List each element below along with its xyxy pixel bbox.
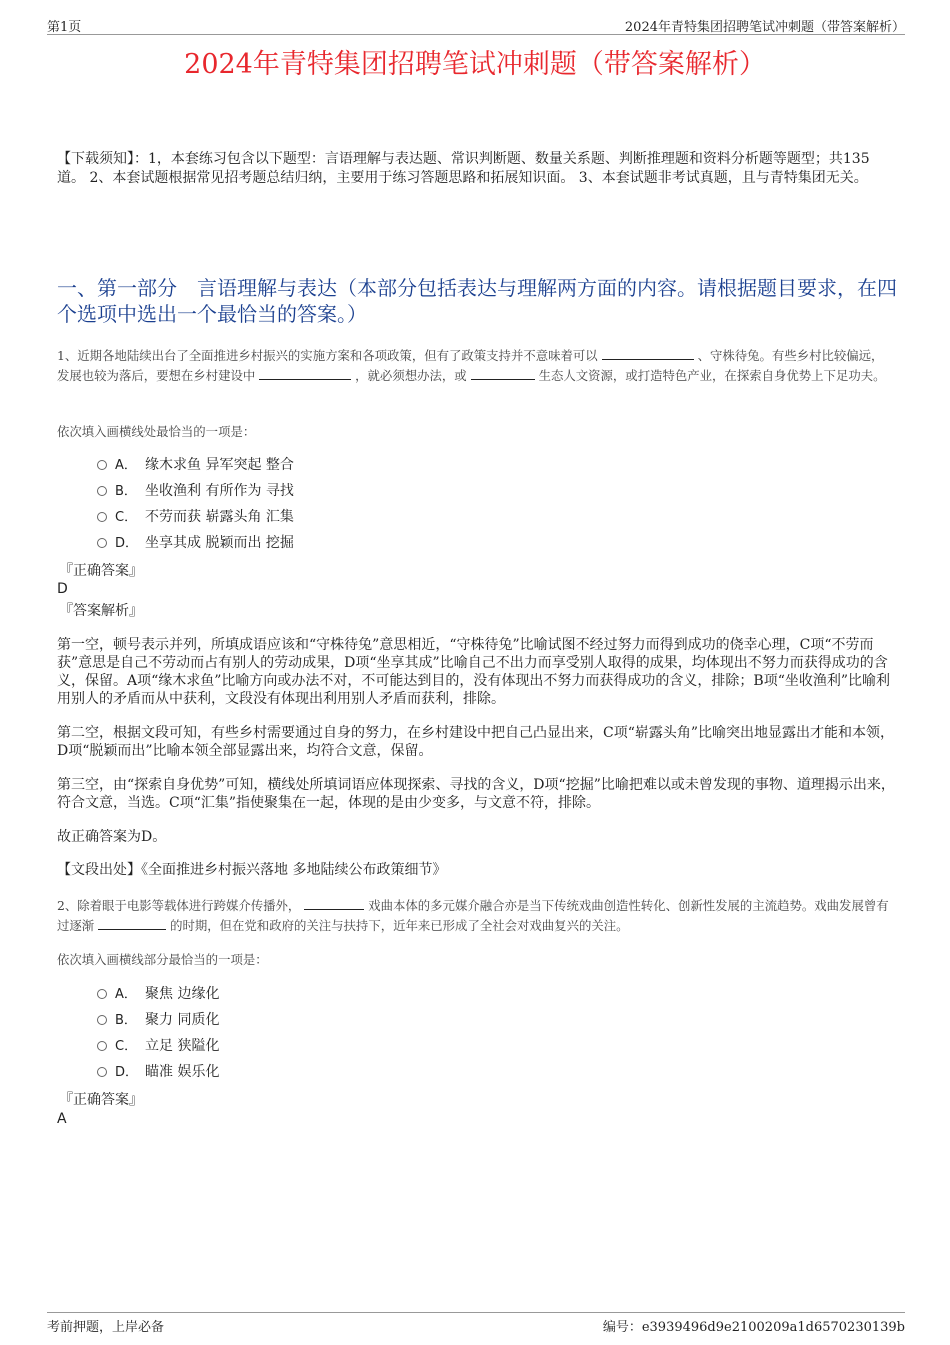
option-letter: D． — [115, 1065, 139, 1080]
option-text: 坐享其成 脱颖而出 挖掘 — [145, 535, 294, 551]
correct-answer-label: 『正确答案』 — [59, 1092, 143, 1108]
correct-answer-label: 『正确答案』 — [59, 563, 143, 579]
question-2-answer: A — [57, 1111, 67, 1127]
footer-slogan: 考前押题，上岸必备 — [47, 1320, 165, 1335]
option-letter: C． — [115, 1039, 138, 1054]
passage-source: 【文段出处】《全面推进乡村振兴落地 多地陆续公布政策细节》 — [57, 862, 447, 878]
option-letter: A． — [115, 458, 137, 473]
radio-icon[interactable] — [97, 1041, 107, 1051]
header-doc-title: 2024年青特集团招聘笔试冲刺题（带答案解析） — [624, 20, 905, 35]
option-text: 立足 狭隘化 — [145, 1038, 220, 1054]
option-letter: D． — [115, 536, 139, 551]
explanation-paragraph: 第二空，根据文段可知，有些乡村需要通过自身的努力，在乡村建设中把自己凸显出来，C项“崭露头角”比喻突出地显露出才能和本领，D项“脱颖而出”比喻本领全部显露出来，均符合文意，保留。 — [57, 725, 895, 759]
option-letter: A． — [115, 987, 137, 1002]
answer-blank — [98, 917, 166, 930]
question-2-option-d[interactable] — [97, 1063, 219, 1082]
answer-blank — [471, 367, 535, 380]
radio-icon[interactable] — [97, 1015, 107, 1025]
page-title: 2024年青特集团招聘笔试冲刺题（带答案解析） — [184, 49, 766, 80]
document-id: 编号：e3939496d9e2100209a1d6570230139b — [602, 1320, 905, 1335]
question-1-option-a[interactable] — [97, 456, 294, 475]
download-notice: 【下载须知】：1，本套练习包含以下题型：言语理解与表达题、常识判断题、数量关系题、判断推理题和资料分析题等题型；共135道。 2、本套试题根据常见招考题总结归纳，主要用于练习答题思路和拓展知识面。 3、本套试题非考试真题，且与青特集团无关。 — [57, 151, 870, 186]
option-text: 坐收渔利 有所作为 寻找 — [145, 483, 294, 499]
answer-blank — [259, 367, 351, 380]
question-2-part-2: 戏曲本体的多元媒介融合亦是当下传统戏曲创造性转化、创新性发展的主流趋势。戏曲发展曾有过逐渐 — [57, 898, 889, 933]
question-1-part-2: 、守株待兔。有些乡村比较偏远，发展也较为落后，要想在乡村建设中 — [57, 348, 884, 383]
radio-icon[interactable] — [97, 989, 107, 999]
question-2-option-a[interactable] — [97, 985, 219, 1004]
question-2-part-1: 2、除着眼于电影等载体进行跨媒介传播外， — [57, 898, 301, 913]
radio-icon[interactable] — [97, 1067, 107, 1077]
explanation-paragraph: 第一空，顿号表示并列，所填成语应该和“守株待兔”意思相近，“守株待兔”比喻试图不经过努力而得到成功的侥幸心理，C项“不劳而获”意思是自己不劳动而占有别人的劳动成果，D项“坐享其成”比喻自己不出力而享受别人取得的成果，均体现出不努力而获得成功的含义，保留。A项“缘木求鱼”比喻方向或办法不对，不可能达到目的，没有体现出不努力而获得成功的含义，排除；B项“坐收渔利”比喻利用别人的矛盾而从中获利，文段没有体现出利用别人矛盾而获利，排除。 — [57, 637, 891, 707]
page-footer — [47, 1312, 905, 1335]
option-letter: B． — [115, 1013, 137, 1028]
explanation-paragraph: 第三空，由“探索自身优势”可知，横线处所填词语应体现探索、寻找的含义，D项“挖掘”比喻把难以或未曾发现的事物、道理揭示出来，符合文意，当选。C项“汇集”指使聚集在一起，体现的是由少变多，与文意不符，排除。 — [57, 777, 895, 811]
question-1-option-d[interactable] — [97, 534, 294, 553]
question-1-part-4: 生态人文资源，或打造特色产业，在探索自身优势上下足功夫。 — [538, 368, 886, 383]
question-2-prompt: 依次填入画横线部分最恰当的一项是： — [57, 952, 268, 967]
question-2-option-b[interactable] — [97, 1011, 219, 1030]
option-text: 瞄准 娱乐化 — [145, 1064, 220, 1080]
answer-blank — [602, 347, 694, 360]
question-1-part-3: ，就必须想办法，或 — [355, 368, 467, 383]
option-letter: B． — [115, 484, 137, 499]
question-1-option-b[interactable] — [97, 482, 294, 501]
radio-icon[interactable] — [97, 486, 107, 496]
question-1-stem — [57, 346, 895, 386]
question-1-answer: D — [57, 581, 68, 597]
question-2-option-c[interactable] — [97, 1037, 219, 1056]
option-text: 聚力 同质化 — [145, 1012, 220, 1028]
explanation-conclusion: 故正确答案为D。 — [57, 829, 167, 845]
question-1-part-1: 1、近期各地陆续出台了全面推进乡村振兴的实施方案和各项政策，但有了政策支持并不意味着可以 — [57, 348, 598, 363]
question-1-prompt: 依次填入画横线处最恰当的一项是： — [57, 424, 256, 439]
question-1-option-c[interactable] — [97, 508, 294, 527]
section-heading: 一、第一部分 言语理解与表达（本部分包括表达与理解两方面的内容。请根据题目要求，在四个选项中选出一个最恰当的答案。） — [57, 276, 897, 326]
radio-icon[interactable] — [97, 460, 107, 470]
question-2-part-3: 的时期，但在党和政府的关注与扶持下，近年来已形成了全社会对戏曲复兴的关注。 — [170, 918, 629, 933]
question-2-stem — [57, 896, 895, 936]
radio-icon[interactable] — [97, 538, 107, 548]
option-letter: C． — [115, 510, 138, 525]
page-number: 第1页 — [47, 20, 82, 35]
option-text: 聚焦 边缘化 — [145, 986, 220, 1002]
answer-blank — [304, 897, 364, 910]
page-header — [47, 14, 905, 35]
analysis-label: 『答案解析』 — [59, 603, 143, 619]
radio-icon[interactable] — [97, 512, 107, 522]
option-text: 不劳而获 崭露头角 汇集 — [145, 509, 294, 525]
option-text: 缘木求鱼 异军突起 整合 — [145, 457, 294, 473]
